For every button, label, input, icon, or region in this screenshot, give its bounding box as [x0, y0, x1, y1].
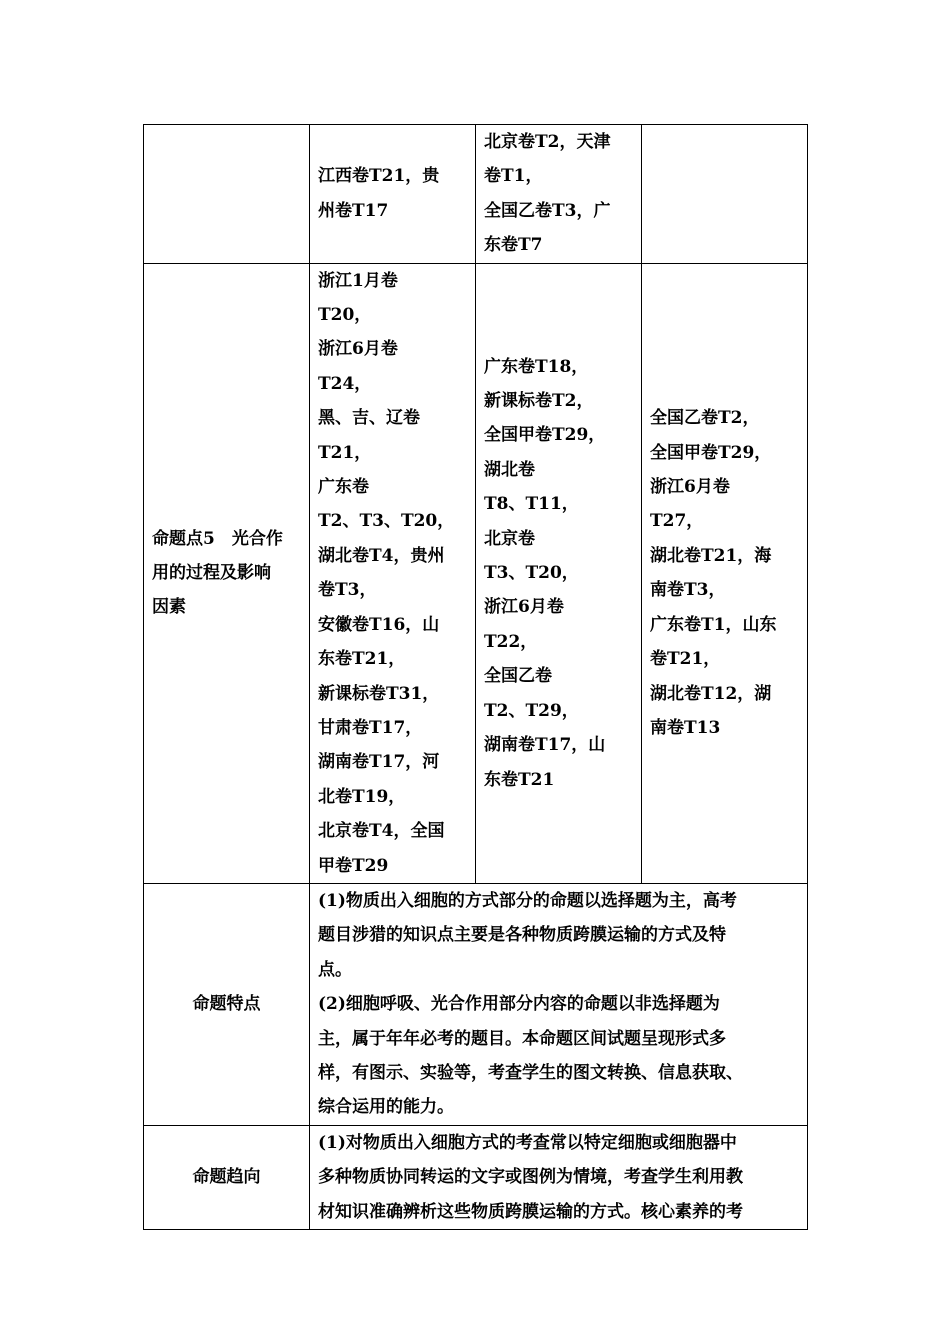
- cell-line: 湖北卷T4，贵州: [318, 545, 445, 566]
- cell-line: 南卷T3，: [650, 580, 726, 601]
- cell-line: 东卷T7: [484, 235, 543, 256]
- year-cell-col2: [310, 263, 476, 883]
- cell-line: 多种物质协同转运的文字或图例为情境，考查学生利用教: [318, 1167, 743, 1188]
- cell-line: T21，: [318, 442, 372, 463]
- cell-line: 样，有图示、实验等，考查学生的图文转换、信息获取、: [318, 1062, 743, 1083]
- table-row-trend: [144, 1125, 808, 1229]
- year-cell-col3: [476, 263, 642, 883]
- cell-line: 南卷T13: [650, 717, 721, 738]
- cell-line: 综合运用的能力。: [318, 1097, 454, 1118]
- cell-line: 甘肃卷T17，: [318, 717, 423, 738]
- cell-line: 卷T3，: [318, 580, 377, 601]
- cell-line: 北卷T19，: [318, 786, 406, 807]
- cell-line: (1)物质出入细胞的方式部分的命题以选择题为主，高考: [318, 890, 737, 911]
- features-label: 命题特点: [144, 883, 310, 1125]
- cell-line: 主，属于年年必考的题目。本命题区间试题呈现形式多: [318, 1028, 726, 1049]
- cell-line: 全国乙卷T3，广: [484, 200, 611, 221]
- cell-line: 东卷T21: [484, 769, 555, 790]
- year-cell-col2: [310, 125, 476, 264]
- cell-line: T3、T20，: [484, 563, 579, 584]
- cell-line: 湖北卷T21，海: [650, 545, 772, 566]
- cell-line: 命题点5 光合作: [152, 528, 283, 549]
- cell-line: 湖南卷T17，河: [318, 752, 440, 773]
- cell-line: T2、T3、T20，: [318, 511, 455, 532]
- cell-line: 湖北卷T12，湖: [650, 683, 772, 704]
- trend-content: [310, 1125, 808, 1229]
- cell-line: 安徽卷T16，山: [318, 614, 440, 635]
- cell-line: (1)对物质出入细胞方式的考查常以特定细胞或细胞器中: [318, 1132, 737, 1153]
- cell-line: 湖南卷T17，山: [484, 735, 606, 756]
- cell-line: T27，: [650, 511, 704, 532]
- cell-line: T24，: [318, 373, 372, 394]
- cell-line: 广东卷: [318, 477, 369, 498]
- table-row-point5: [144, 263, 808, 883]
- year-cell-col3: [476, 125, 642, 264]
- cell-line: 北京卷T4，全国: [318, 821, 445, 842]
- cell-line: 江西卷T21，贵: [318, 166, 440, 187]
- cell-line: (2)细胞呼吸、光合作用部分内容的命题以非选择题为: [318, 994, 720, 1015]
- cell-line: 全国乙卷: [484, 666, 552, 687]
- exam-analysis-table: [143, 124, 808, 1230]
- cell-line: 东卷T21，: [318, 649, 406, 670]
- cell-line: 黑、吉、辽卷: [318, 408, 420, 429]
- cell-line: 北京卷T2，天津: [484, 132, 611, 152]
- cell-line: 州卷T17: [318, 200, 389, 221]
- cell-line: 新课标卷T2，: [484, 391, 594, 412]
- cell-line: 因素: [152, 597, 186, 618]
- cell-line: 用的过程及影响: [152, 563, 271, 584]
- cell-line: 卷T21，: [650, 649, 721, 670]
- point-cell: [144, 263, 310, 883]
- cell-line: T8、T11，: [484, 494, 579, 515]
- cell-line: 卷T1，: [484, 166, 543, 187]
- table-row-continued: [144, 125, 808, 264]
- point-cell-empty: [144, 125, 310, 264]
- cell-line: 浙江6月卷: [484, 597, 564, 618]
- cell-line: 新课标卷T31，: [318, 683, 440, 704]
- cell-line: 全国乙卷T2，: [650, 408, 760, 429]
- cell-line: 北京卷: [484, 528, 535, 549]
- cell-line: 广东卷T18，: [484, 356, 589, 377]
- cell-line: 全国甲卷T29，: [484, 425, 606, 446]
- trend-label: 命题趋向: [144, 1125, 310, 1229]
- table-row-features: [144, 883, 808, 1125]
- year-cell-col4-empty: [642, 125, 808, 264]
- cell-line: T20，: [318, 305, 372, 326]
- cell-line: 甲卷T29: [318, 855, 389, 876]
- cell-line: T2、T29，: [484, 700, 579, 721]
- cell-line: 点。: [318, 959, 352, 980]
- cell-line: 材知识准确辨析这些物质跨膜运输的方式。核心素养的考: [318, 1201, 743, 1222]
- cell-line: 全国甲卷T29，: [650, 442, 772, 463]
- cell-line: 广东卷T1，山东: [650, 614, 777, 635]
- cell-line: 浙江6月卷: [318, 339, 398, 360]
- cell-line: T22，: [484, 631, 538, 652]
- year-cell-col4: [642, 263, 808, 883]
- cell-line: 浙江6月卷: [650, 477, 730, 498]
- features-content: [310, 883, 808, 1125]
- cell-line: 浙江1月卷: [318, 270, 398, 291]
- cell-line: 题目涉猎的知识点主要是各种物质跨膜运输的方式及特: [318, 925, 726, 946]
- cell-line: 湖北卷: [484, 459, 535, 480]
